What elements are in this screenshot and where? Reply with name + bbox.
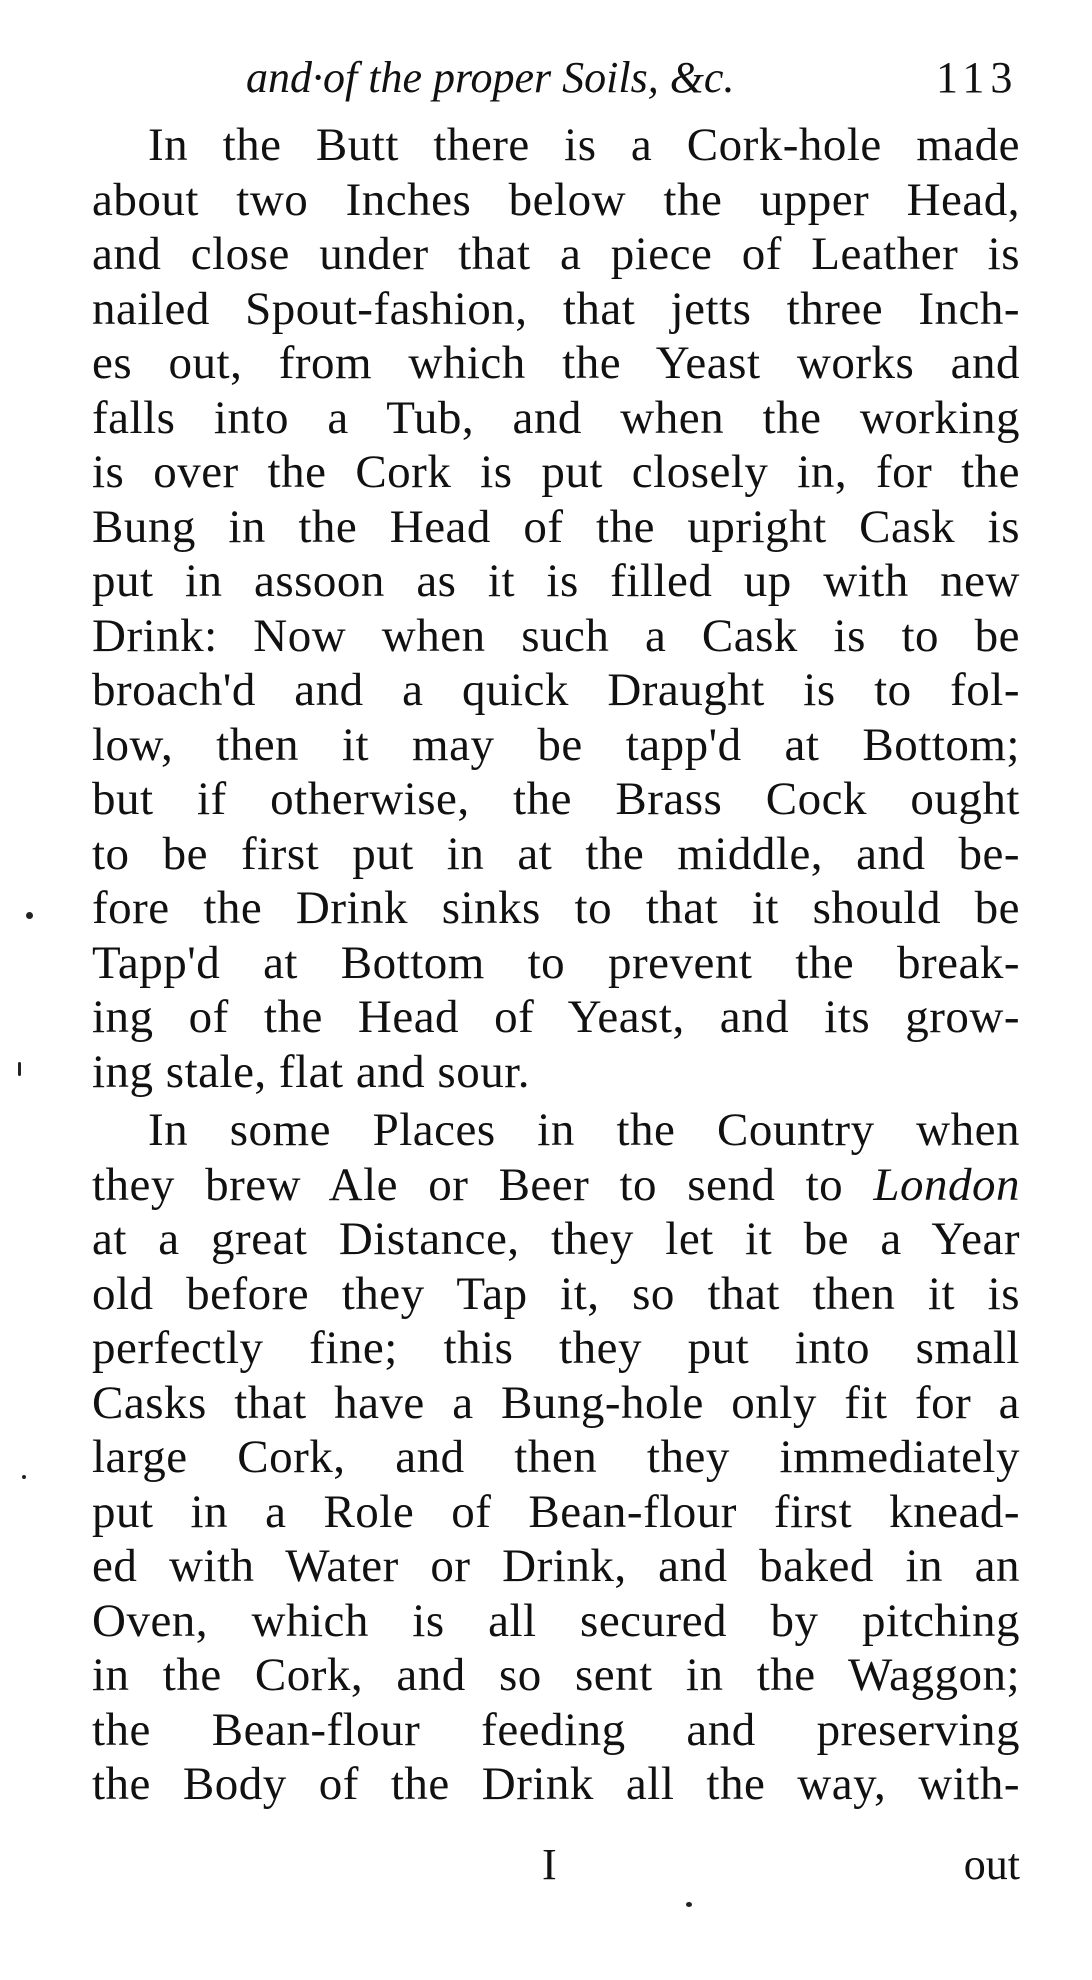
text-line: the Bean-flour feeding and preserving <box>92 1703 1020 1756</box>
text-segment: they brew Ale or Beer to send to <box>92 1158 874 1211</box>
text-line: Casks that have a Bung-hole only fit for a <box>92 1376 1020 1429</box>
text-line: In some Places in the Country when <box>148 1104 1020 1156</box>
running-head <box>246 48 1019 108</box>
text-line: in the Cork, and so sent in the Waggon; <box>92 1649 1020 1701</box>
text-line: old before they Tap it, so that then it is <box>92 1267 1020 1320</box>
text-line: to be first put in at the middle, and be- <box>92 827 1020 880</box>
text-line: put in a Role of Bean-flour first knead- <box>92 1485 1020 1538</box>
page-footer <box>92 1835 1020 1895</box>
ink-speck <box>18 1062 21 1076</box>
text-line: but if otherwise, the Brass Cock ought <box>92 773 1020 825</box>
text-line: the Body of the Drink all the way, with- <box>92 1758 1020 1810</box>
text-line: large Cork, and then they immediately <box>92 1431 1020 1483</box>
running-title: and·of the proper Soils, &c. <box>246 53 735 102</box>
text-line: Drink: Now when such a Cask is to be <box>92 609 1020 662</box>
text-line: ed with Water or Drink, and baked in an <box>92 1540 1020 1592</box>
text-line: Bung in the Head of the upright Cask is <box>92 500 1020 553</box>
text-line: es out, from which the Yeast works and <box>92 337 1020 389</box>
text-line: and close under that a piece of Leather is <box>92 228 1020 280</box>
text-line: fore the Drink sinks to that it should be <box>92 882 1020 934</box>
text-line: ing of the Head of Yeast, and its grow- <box>92 991 1020 1043</box>
paragraph-2 <box>92 1103 1020 1812</box>
text-line: put in assoon as it is filled up with new <box>92 555 1020 607</box>
ink-speck <box>26 912 33 919</box>
text-line-with-italic <box>92 1158 1020 1213</box>
ink-speck <box>686 1902 692 1907</box>
paragraph-1 <box>92 118 1020 1099</box>
text-line: falls into a Tub, and when the working <box>92 391 1020 444</box>
text-line: In the Butt there is a Cork-hole made <box>148 119 1020 171</box>
text-line: perfectly fine; this they put into small <box>92 1322 1020 1374</box>
page-number: 113 <box>936 53 1019 102</box>
text-line: nailed Spout-fashion, that jetts three Inch- <box>92 282 1020 335</box>
text-line: broach'd and a quick Draught is to fol- <box>92 664 1020 716</box>
catchword: out <box>963 1840 1020 1889</box>
text-line: at a great Distance, they let it be a Year <box>92 1213 1020 1265</box>
signature-mark: I <box>542 1840 557 1889</box>
italic-place-name: London <box>873 1158 1020 1211</box>
text-line: about two Inches below the upper Head, <box>92 173 1020 226</box>
text-line: ing stale, flat and sour. <box>92 1045 531 1098</box>
text-line: low, then it may be tapp'd at Bottom; <box>92 718 1020 771</box>
body-text <box>92 118 1020 1812</box>
text-line: Tapp'd at Bottom to prevent the break- <box>92 936 1020 989</box>
ink-speck <box>22 1475 26 1479</box>
text-line: is over the Cork is put closely in, for the <box>92 446 1020 498</box>
text-line: Oven, which is all secured by pitching <box>92 1594 1020 1647</box>
